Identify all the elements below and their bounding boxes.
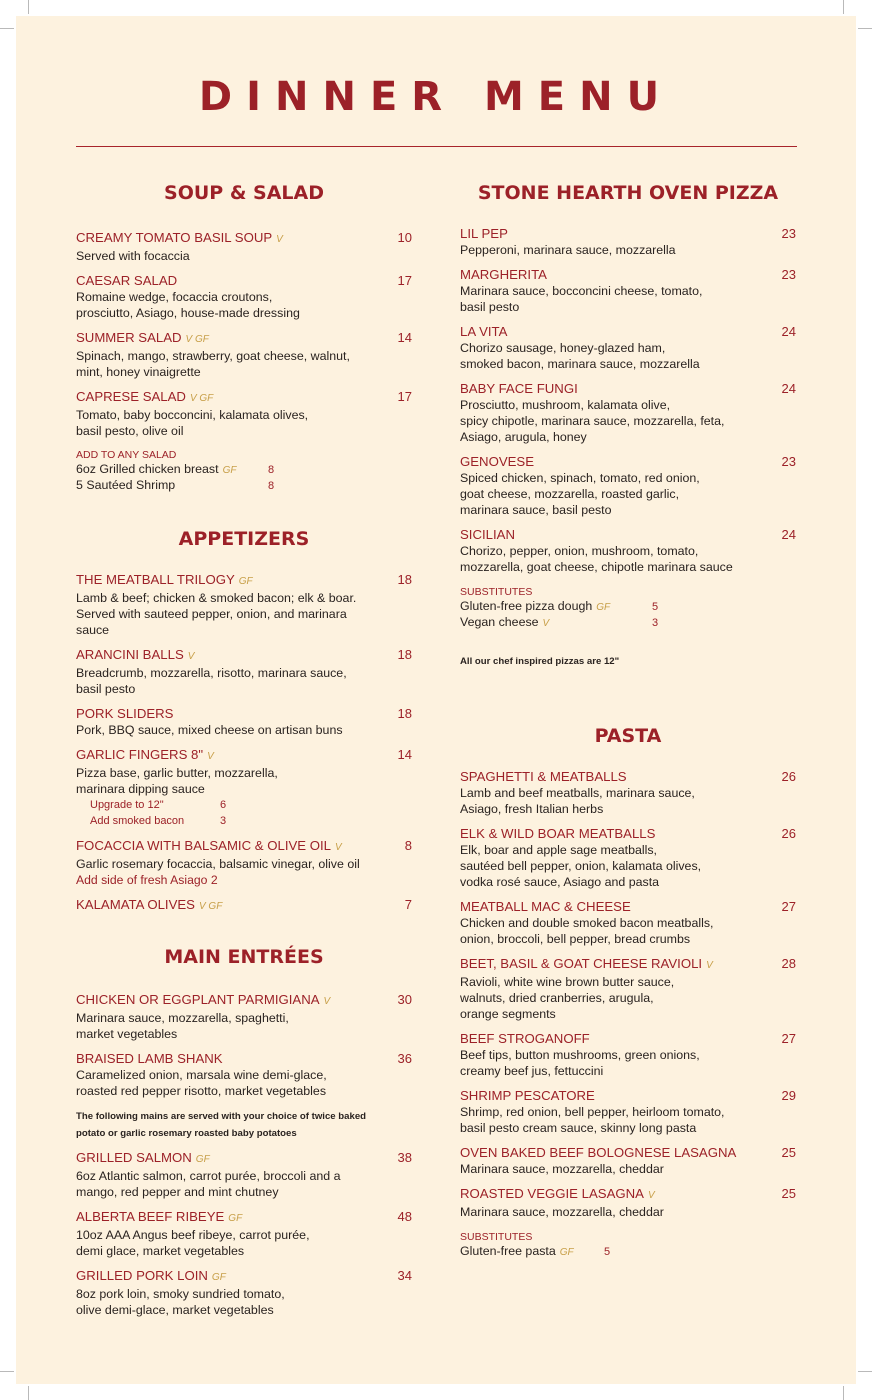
dietary-tag: GF bbox=[596, 602, 611, 613]
menu-item bbox=[76, 1268, 412, 1318]
dietary-tag: V bbox=[276, 234, 283, 245]
item-name bbox=[460, 1088, 796, 1104]
item-description: Served with focaccia bbox=[76, 249, 190, 263]
item-name bbox=[76, 838, 412, 856]
item-description: Pepperoni, marinara sauce, mozzarella bbox=[460, 243, 676, 257]
item-price: 26 bbox=[781, 769, 796, 784]
addon-label-wrap bbox=[76, 478, 268, 493]
item-description: spicy chipotle, marinara sauce, mozzarella, feta, bbox=[460, 414, 725, 428]
dietary-tag: GF bbox=[195, 1154, 210, 1165]
item-name bbox=[76, 1268, 412, 1286]
item-name-text: MARGHERITA bbox=[460, 267, 547, 282]
item-description: basil pesto, olive oil bbox=[76, 424, 184, 438]
section-title: APPETIZERS bbox=[178, 528, 310, 550]
item-price: 36 bbox=[397, 1051, 412, 1066]
item-description: Ravioli, white wine brown butter sauce, bbox=[460, 975, 675, 989]
item-name bbox=[76, 389, 412, 407]
substitutes-title: SUBSTITUTES bbox=[460, 586, 533, 598]
item-name bbox=[76, 647, 412, 665]
menu-item bbox=[460, 324, 796, 372]
item-description: 8oz pork loin, smoky sundried tomato, bbox=[76, 1287, 285, 1301]
menu-item bbox=[460, 454, 796, 518]
item-name bbox=[76, 747, 412, 765]
menu-item bbox=[460, 527, 796, 575]
item-list bbox=[460, 769, 796, 1220]
item-description: walnuts, dried cranberries, arugula, bbox=[460, 991, 654, 1005]
item-description: roasted red pepper risotto, market vegetables bbox=[76, 1084, 327, 1098]
item-price: 8 bbox=[404, 838, 412, 853]
item-list bbox=[76, 230, 412, 439]
title-divider bbox=[76, 146, 797, 147]
item-description: Served with sauteed pepper, onion, and marinara bbox=[76, 607, 347, 621]
soup-salad-section bbox=[76, 182, 412, 494]
item-name bbox=[460, 899, 796, 915]
menu-item bbox=[460, 899, 796, 947]
item-name-text: GENOVESE bbox=[460, 454, 535, 469]
item-name bbox=[76, 897, 412, 915]
item-name-text: ALBERTA BEEF RIBEYE bbox=[76, 1209, 225, 1224]
menu-item bbox=[76, 1209, 412, 1259]
pizza-section bbox=[460, 182, 796, 670]
menu-item bbox=[460, 1088, 796, 1136]
menu-item bbox=[76, 572, 412, 638]
item-list bbox=[76, 992, 412, 1099]
dietary-tag: V bbox=[187, 651, 195, 662]
substitutes-list bbox=[460, 599, 796, 631]
crop-mark bbox=[28, 0, 29, 14]
menu-item bbox=[460, 226, 796, 258]
item-price: 28 bbox=[781, 956, 796, 971]
substitutes-list bbox=[460, 1244, 796, 1260]
menu-item bbox=[460, 267, 796, 315]
addon-label: 5 Sautéed Shrimp bbox=[76, 478, 176, 492]
item-description: basil pesto bbox=[76, 682, 136, 696]
item-name-text: CREAMY TOMATO BASIL SOUP bbox=[76, 230, 273, 245]
item-price: 17 bbox=[397, 389, 412, 404]
note-line: The following mains are served with your choice of twice baked bbox=[76, 1111, 367, 1122]
item-description: Marinara sauce, mozzarella, cheddar bbox=[460, 1205, 664, 1219]
item-price: 29 bbox=[781, 1088, 796, 1103]
item-description: marinara dipping sauce bbox=[76, 782, 205, 796]
item-name-text: GRILLED SALMON bbox=[76, 1150, 192, 1165]
item-name bbox=[76, 572, 412, 590]
dietary-tag: V bbox=[207, 751, 214, 762]
item-name bbox=[76, 706, 412, 722]
upgrade-label: Add smoked bacon bbox=[90, 815, 185, 827]
item-price: 14 bbox=[397, 330, 412, 345]
item-description: Chorizo, pepper, onion, mushroom, tomato, bbox=[460, 544, 699, 558]
item-name-text: LA VITA bbox=[460, 324, 508, 339]
item-name bbox=[460, 324, 796, 340]
pasta-section bbox=[460, 725, 796, 1260]
pizza-size-note: All our chef inspired pizzas are 12" bbox=[460, 656, 620, 667]
dietary-tag: V bbox=[647, 1190, 655, 1201]
menu-item bbox=[76, 230, 412, 264]
upgrade-label: Upgrade to 12" bbox=[90, 799, 164, 811]
dietary-tag: V bbox=[323, 996, 331, 1007]
menu-item bbox=[76, 747, 412, 829]
item-list bbox=[76, 1150, 412, 1318]
item-description: Shrimp, red onion, bell pepper, heirloom tomato, bbox=[460, 1105, 725, 1119]
item-name-text: GARLIC FINGERS 8" bbox=[76, 747, 204, 762]
crop-mark bbox=[843, 0, 844, 14]
item-price: 27 bbox=[781, 1031, 796, 1046]
item-price: 34 bbox=[397, 1268, 412, 1283]
item-description: orange segments bbox=[460, 1007, 556, 1021]
item-name bbox=[460, 1031, 796, 1047]
dietary-tag: GF bbox=[222, 465, 237, 476]
menu-item bbox=[76, 389, 412, 439]
section-title: SOUP & SALAD bbox=[164, 182, 324, 204]
substitutes bbox=[460, 585, 796, 631]
item-name-text: ARANCINI BALLS bbox=[76, 647, 184, 662]
item-name bbox=[76, 1209, 412, 1227]
menu-item bbox=[76, 706, 412, 738]
item-name-text: FOCACCIA WITH BALSAMIC & OLIVE OIL bbox=[76, 838, 332, 853]
menu-item bbox=[460, 1145, 796, 1177]
item-name-text: BEET, BASIL & GOAT CHEESE RAVIOLI bbox=[460, 956, 703, 971]
menu-item bbox=[460, 956, 796, 1022]
menu-item bbox=[460, 381, 796, 445]
item-description: 6oz Atlantic salmon, carrot purée, broccoli and a bbox=[76, 1169, 341, 1183]
addon-label: Gluten-free pizza dough bbox=[460, 599, 593, 613]
item-price: 24 bbox=[781, 381, 796, 396]
item-description: vodka rosé sauce, Asiago and pasta bbox=[460, 875, 660, 889]
item-name-text: OVEN BAKED BEEF BOLOGNESE LASAGNA bbox=[460, 1145, 737, 1160]
menu-item bbox=[76, 838, 412, 888]
sides-note bbox=[76, 1108, 412, 1142]
dietary-tag: V bbox=[335, 842, 342, 853]
item-description: Tomato, baby bocconcini, kalamata olives, bbox=[76, 408, 309, 422]
addon-label-wrap bbox=[460, 599, 652, 615]
item-description: Asiago, arugula, honey bbox=[460, 430, 587, 444]
item-description: Pizza base, garlic butter, mozzarella, bbox=[76, 766, 278, 780]
item-name bbox=[460, 454, 796, 470]
menu-item bbox=[76, 1150, 412, 1200]
item-description: creamy beef jus, fettuccini bbox=[460, 1064, 604, 1078]
item-description: marinara sauce, basil pesto bbox=[460, 503, 612, 517]
item-description: Prosciutto, mushroom, kalamata olive, bbox=[460, 398, 671, 412]
item-name bbox=[76, 273, 412, 289]
item-description: Lamb and beef meatballs, marinara sauce, bbox=[460, 786, 695, 800]
menu-item bbox=[76, 992, 412, 1042]
addon-row bbox=[76, 478, 412, 494]
crop-mark bbox=[0, 28, 14, 29]
item-name bbox=[460, 527, 796, 543]
item-price: 7 bbox=[404, 897, 412, 912]
item-description: Beef tips, button mushrooms, green onions, bbox=[460, 1048, 700, 1062]
addon-label-wrap bbox=[460, 615, 652, 631]
item-description: Romaine wedge, focaccia croutons, bbox=[76, 290, 273, 304]
item-price: 48 bbox=[397, 1209, 412, 1224]
dietary-tag: GF bbox=[228, 1213, 243, 1224]
menu-item bbox=[76, 273, 412, 321]
item-description: Asiago, fresh Italian herbs bbox=[460, 802, 604, 816]
addon-price: 8 bbox=[268, 480, 275, 492]
item-description: basil pesto cream sauce, skinny long pasta bbox=[460, 1121, 697, 1135]
substitutes-title: SUBSTITUTES bbox=[460, 1231, 533, 1243]
item-description: Marinara sauce, mozzarella, cheddar bbox=[460, 1162, 664, 1176]
item-name-text: SPAGHETTI & MEATBALLS bbox=[460, 769, 627, 784]
item-name-text: THE MEATBALL TRILOGY bbox=[76, 572, 235, 587]
item-description: Spinach, mango, strawberry, goat cheese, walnut, bbox=[76, 349, 350, 363]
dietary-tag: V GF bbox=[189, 393, 214, 404]
item-name-text: LIL PEP bbox=[460, 226, 508, 241]
addon-label: Gluten-free pasta bbox=[460, 1244, 556, 1258]
note-line: potato or garlic rosemary roasted baby potatoes bbox=[76, 1128, 297, 1139]
item-list bbox=[76, 572, 412, 915]
item-description: Caramelized onion, marsala wine demi-glace, bbox=[76, 1068, 327, 1082]
item-description: goat cheese, mozzarella, roasted garlic, bbox=[460, 487, 680, 501]
item-description: sautéed bell pepper, onion, kalamata olives, bbox=[460, 859, 702, 873]
item-price: 23 bbox=[781, 454, 796, 469]
crop-mark bbox=[858, 1371, 872, 1372]
dietary-tag: V bbox=[706, 960, 713, 971]
upgrade-price: 6 bbox=[220, 799, 227, 811]
item-description: Marinara sauce, mozzarella, spaghetti, bbox=[76, 1011, 289, 1025]
item-price: 23 bbox=[781, 226, 796, 241]
item-description: Lamb & beef; chicken & smoked bacon; elk & boar. bbox=[76, 591, 357, 605]
item-name-text: MEATBALL MAC & CHEESE bbox=[460, 899, 631, 914]
addon-label: Vegan cheese bbox=[460, 615, 539, 629]
item-name-text: CAPRESE SALAD bbox=[76, 389, 186, 404]
item-name-text: ELK & WILD BOAR MEATBALLS bbox=[460, 826, 656, 841]
item-name-text: BEEF STROGANOFF bbox=[460, 1031, 590, 1046]
item-price: 24 bbox=[781, 527, 796, 542]
item-description: mint, honey vinaigrette bbox=[76, 365, 201, 379]
item-description: mango, red pepper and mint chutney bbox=[76, 1185, 279, 1199]
item-price: 25 bbox=[781, 1145, 796, 1160]
addon-price: 3 bbox=[652, 617, 659, 629]
item-description: Elk, boar and apple sage meatballs, bbox=[460, 843, 657, 857]
add-ons-list bbox=[76, 462, 412, 494]
item-name bbox=[460, 956, 796, 974]
item-price: 27 bbox=[781, 899, 796, 914]
dietary-tag: GF bbox=[238, 576, 253, 587]
item-description: mozzarella, goat cheese, chipotle marinara sauce bbox=[460, 560, 733, 574]
item-description: Chorizo sausage, honey-glazed ham, bbox=[460, 341, 666, 355]
item-name bbox=[76, 330, 412, 348]
dietary-tag: V bbox=[542, 618, 550, 629]
item-name-text: PORK SLIDERS bbox=[76, 706, 174, 721]
menu-item bbox=[460, 769, 796, 817]
dietary-tag: GF bbox=[211, 1272, 226, 1283]
appetizers-section bbox=[76, 528, 412, 924]
menu-item bbox=[460, 1186, 796, 1220]
item-price: 25 bbox=[781, 1186, 796, 1201]
item-name bbox=[460, 769, 796, 785]
item-name bbox=[460, 381, 796, 397]
crop-mark bbox=[843, 1386, 844, 1400]
item-description: Pork, BBQ sauce, mixed cheese on artisan buns bbox=[76, 723, 343, 737]
item-name-text: ROASTED VEGGIE LASAGNA bbox=[460, 1186, 644, 1201]
upgrade-option bbox=[76, 813, 412, 829]
item-name bbox=[460, 1186, 796, 1204]
item-description: smoked bacon, marinara sauce, mozzarella bbox=[460, 357, 700, 371]
dietary-tag: GF bbox=[559, 1247, 574, 1258]
item-name bbox=[460, 826, 796, 842]
addon-label: 6oz Grilled chicken breast bbox=[76, 462, 219, 476]
item-description: Breadcrumb, mozzarella, risotto, marinara sauce, bbox=[76, 666, 347, 680]
add-ons-title: ADD TO ANY SALAD bbox=[76, 449, 177, 461]
item-name bbox=[76, 1150, 412, 1168]
item-price: 30 bbox=[397, 992, 412, 1007]
item-name-text: GRILLED PORK LOIN bbox=[76, 1268, 208, 1283]
menu-item bbox=[76, 1051, 412, 1099]
item-name-text: SUMMER SALAD bbox=[76, 330, 182, 345]
item-description: olive demi-glace, market vegetables bbox=[76, 1303, 274, 1317]
item-description: Chicken and double smoked bacon meatballs, bbox=[460, 916, 714, 930]
section-title: PASTA bbox=[594, 725, 662, 747]
item-description: market vegetables bbox=[76, 1027, 178, 1041]
item-addon: Add side of fresh Asiago 2 bbox=[76, 873, 218, 887]
item-price: 23 bbox=[781, 267, 796, 282]
item-name bbox=[76, 230, 412, 248]
addon-row bbox=[460, 615, 796, 631]
menu-item bbox=[460, 1031, 796, 1079]
addon-price: 8 bbox=[268, 464, 275, 476]
section-title: STONE HEARTH OVEN PIZZA bbox=[477, 182, 779, 204]
crop-mark bbox=[28, 1386, 29, 1400]
menu-title: DINNER MENU bbox=[198, 74, 674, 120]
addon-row bbox=[460, 599, 796, 615]
menu-item bbox=[76, 897, 412, 915]
item-name-text: CHICKEN OR EGGPLANT PARMIGIANA bbox=[76, 992, 320, 1007]
addon-row bbox=[460, 1244, 796, 1260]
item-description: demi glace, market vegetables bbox=[76, 1244, 245, 1258]
item-price: 24 bbox=[781, 324, 796, 339]
item-name-text: CAESAR SALAD bbox=[76, 273, 178, 288]
addon-price: 5 bbox=[652, 601, 659, 613]
item-price: 26 bbox=[781, 826, 796, 841]
menu-item bbox=[460, 826, 796, 890]
item-name-text: SHRIMP PESCATORE bbox=[460, 1088, 595, 1103]
addon-label-wrap bbox=[76, 462, 268, 478]
item-description: 10oz AAA Angus beef ribeye, carrot purée, bbox=[76, 1228, 310, 1242]
crop-mark bbox=[858, 28, 872, 29]
item-description: sauce bbox=[76, 623, 110, 637]
item-description: prosciutto, Asiago, house-made dressing bbox=[76, 306, 300, 320]
upgrade-price: 3 bbox=[220, 815, 227, 827]
item-name-text: SICILIAN bbox=[460, 527, 515, 542]
item-name bbox=[460, 1145, 796, 1161]
substitutes bbox=[460, 1230, 796, 1260]
item-name-text: BABY FACE FUNGI bbox=[460, 381, 578, 396]
item-description: Garlic rosemary focaccia, balsamic vinegar, olive oil bbox=[76, 857, 360, 871]
addon-row bbox=[76, 462, 412, 478]
addon-price: 5 bbox=[604, 1246, 611, 1258]
addon-label-wrap bbox=[460, 1244, 604, 1260]
main-entrees-section bbox=[76, 946, 412, 1327]
dietary-tag: V GF bbox=[198, 901, 223, 912]
item-price: 18 bbox=[397, 706, 412, 721]
item-description: basil pesto bbox=[460, 300, 520, 314]
item-price: 18 bbox=[397, 572, 412, 587]
item-price: 38 bbox=[397, 1150, 412, 1165]
item-price: 10 bbox=[397, 230, 412, 245]
menu-item bbox=[76, 647, 412, 697]
section-title: MAIN ENTRÉES bbox=[164, 946, 324, 968]
item-list bbox=[460, 226, 796, 575]
upgrade-option bbox=[76, 797, 412, 813]
item-name bbox=[76, 1051, 412, 1067]
item-name-text: BRAISED LAMB SHANK bbox=[76, 1051, 223, 1066]
item-price: 18 bbox=[397, 647, 412, 662]
item-name bbox=[76, 992, 412, 1010]
item-price: 17 bbox=[397, 273, 412, 288]
item-description: Marinara sauce, bocconcini cheese, tomato, bbox=[460, 284, 703, 298]
item-description: onion, broccoli, bell pepper, bread crumbs bbox=[460, 932, 691, 946]
item-name bbox=[460, 267, 796, 283]
item-description: Spiced chicken, spinach, tomato, red onion, bbox=[460, 471, 700, 485]
item-price: 14 bbox=[397, 747, 412, 762]
item-name-text: KALAMATA OLIVES bbox=[76, 897, 195, 912]
add-ons bbox=[76, 448, 412, 494]
menu-item bbox=[76, 330, 412, 380]
dietary-tag: V GF bbox=[185, 334, 209, 345]
crop-mark bbox=[0, 1371, 14, 1372]
item-name bbox=[460, 226, 796, 242]
